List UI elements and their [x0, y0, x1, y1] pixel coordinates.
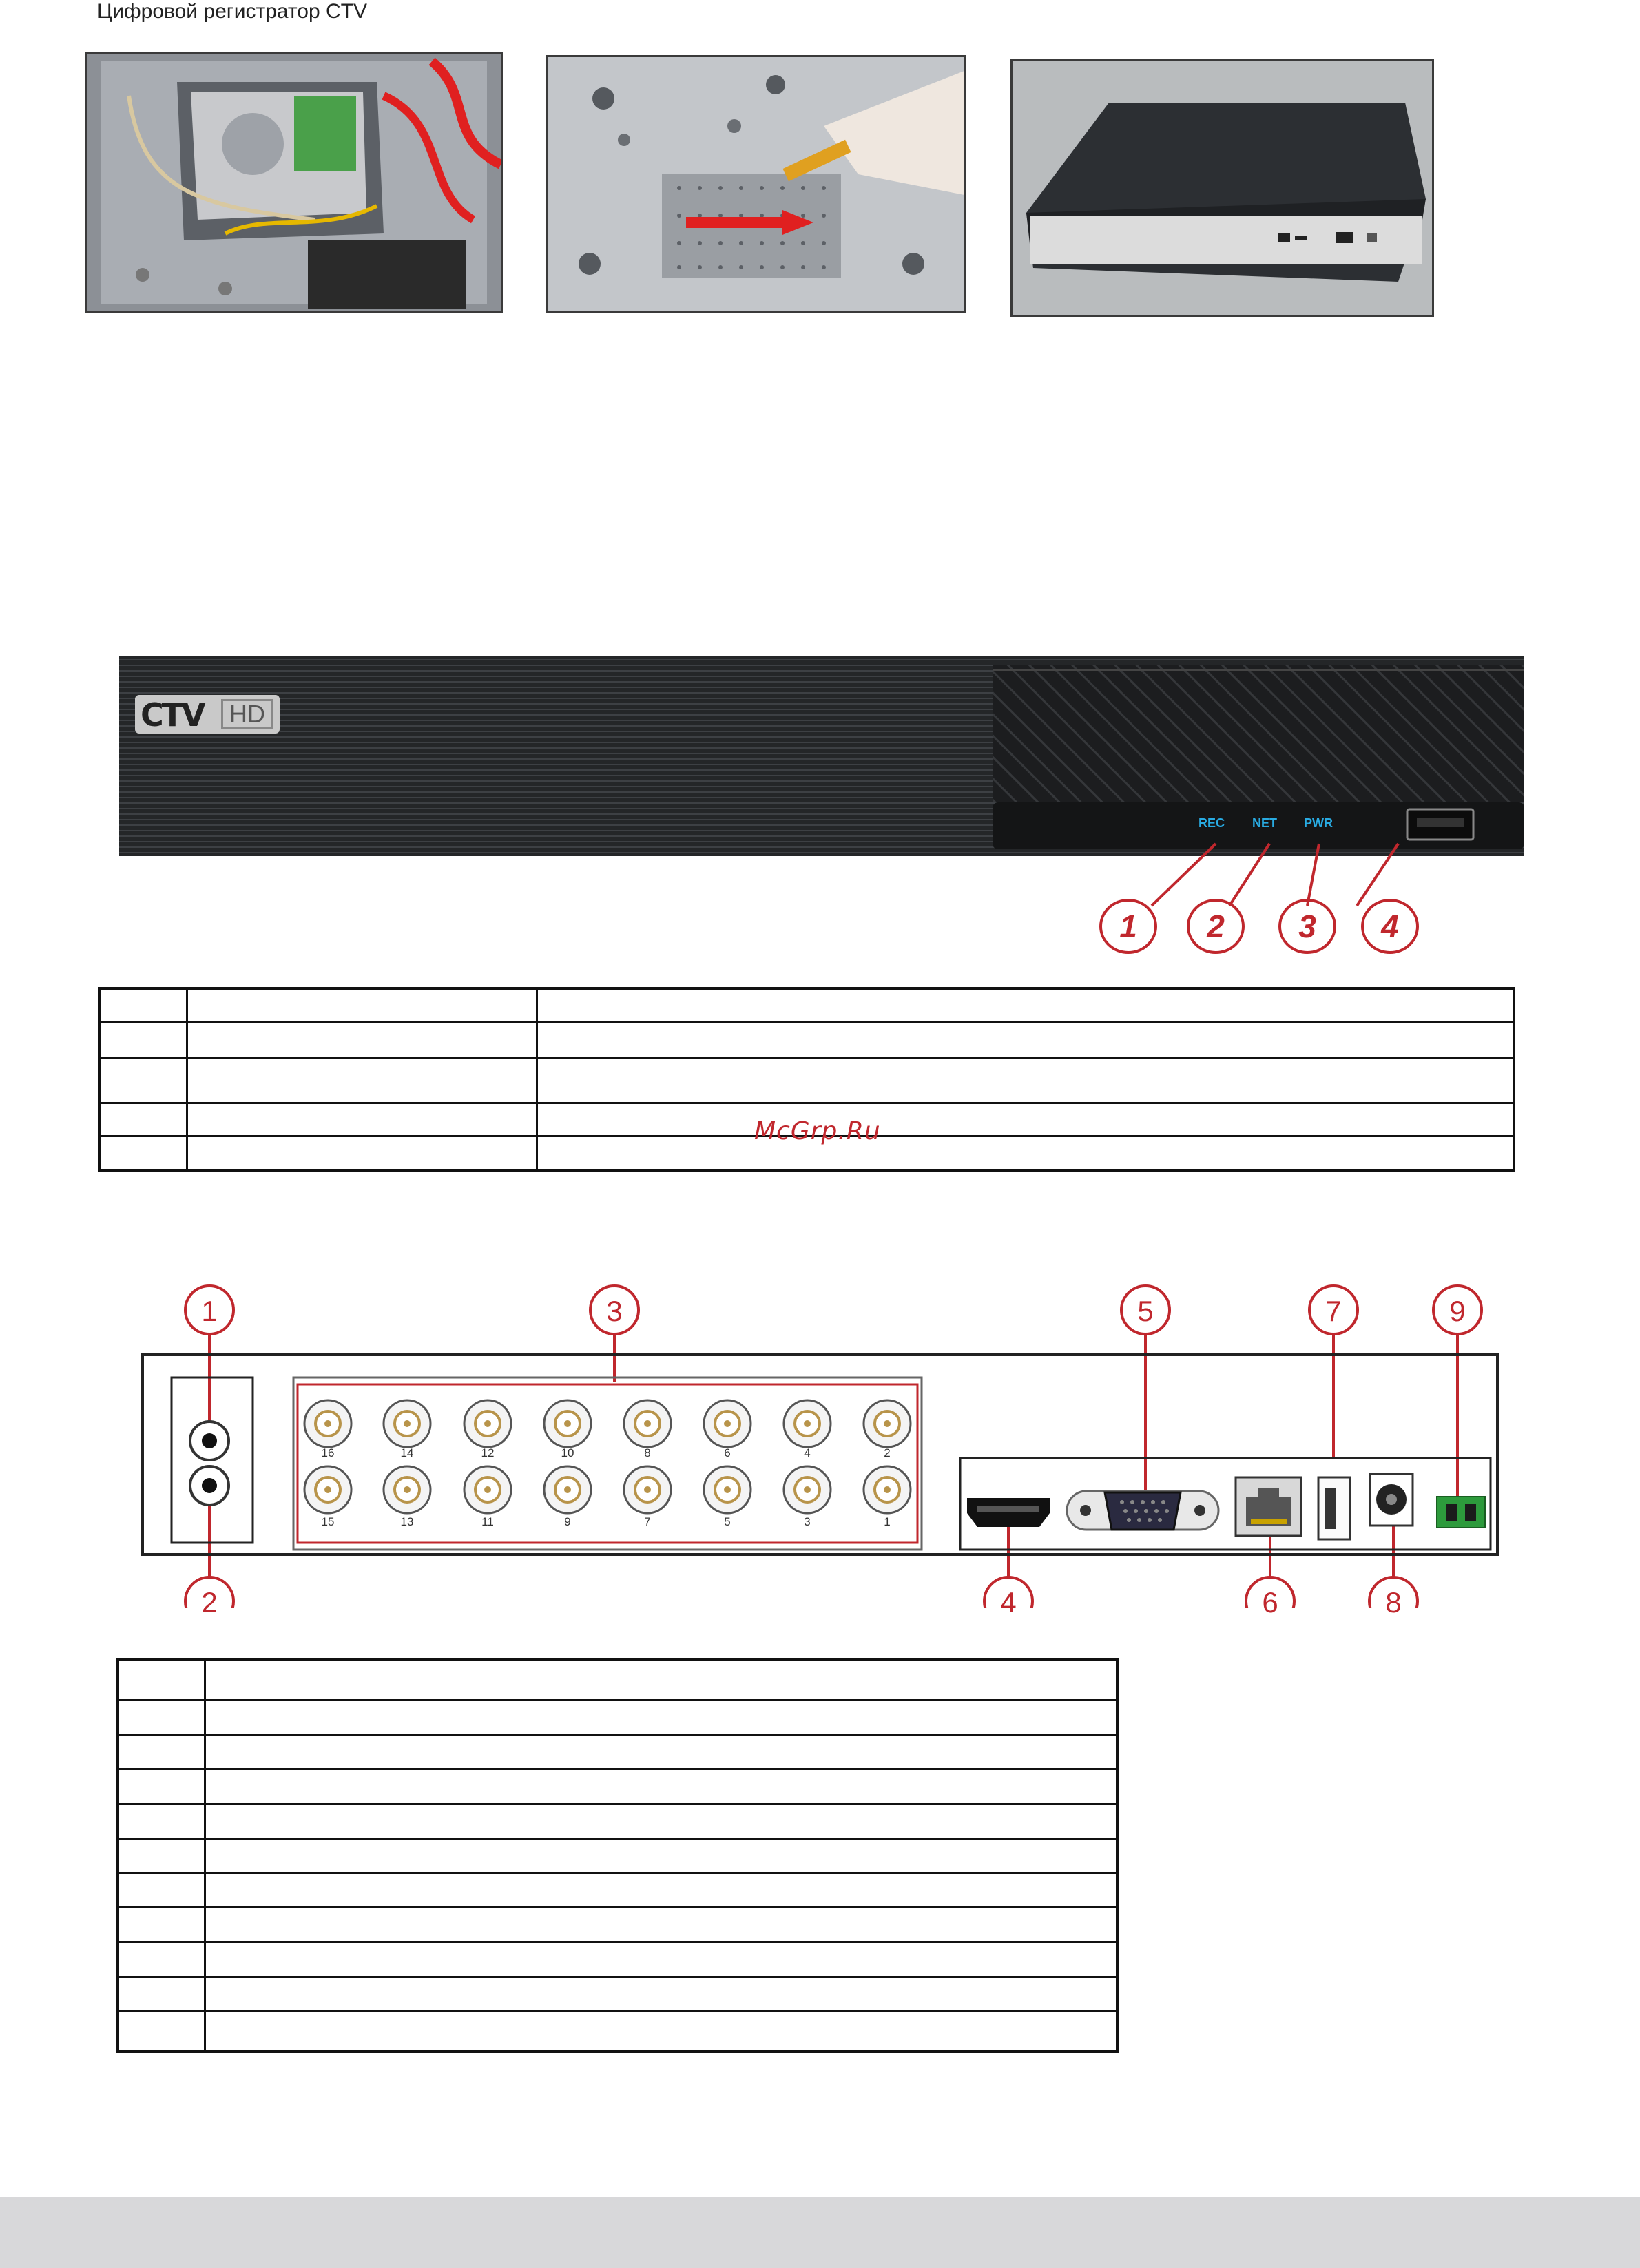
table-row [100, 988, 1514, 1021]
lan-port[interactable] [1236, 1477, 1301, 1536]
power-jack[interactable] [1370, 1474, 1413, 1526]
rear-callout-7: 7 [1325, 1295, 1342, 1327]
rear-callout-1: 1 [201, 1295, 218, 1327]
bnc-label: 2 [884, 1446, 891, 1459]
table-row [118, 2011, 1117, 2052]
bnc-label: 6 [724, 1446, 731, 1459]
front-callout-leaders [1075, 833, 1460, 971]
audio-jacks[interactable] [190, 1422, 229, 1505]
bnc-label: 10 [561, 1446, 574, 1459]
table-row [118, 1700, 1117, 1735]
rear-callout-2: 2 [201, 1586, 218, 1619]
vga-port[interactable] [1067, 1491, 1218, 1530]
table-row [118, 1838, 1117, 1873]
front-callout-2: 2 [1207, 908, 1225, 944]
bnc-label: 16 [321, 1446, 335, 1459]
table-row [118, 1735, 1117, 1769]
bnc-label: 9 [564, 1515, 571, 1528]
rear-callout-4: 4 [1000, 1586, 1017, 1619]
table-row [118, 1769, 1117, 1804]
hdmi-port[interactable] [967, 1498, 1050, 1527]
page-header: Цифровой регистратор CTV [97, 0, 368, 23]
bnc-label: 7 [644, 1515, 651, 1528]
bnc-label: 12 [481, 1446, 495, 1459]
rs485-terminal[interactable] [1437, 1497, 1485, 1528]
rear-callout-8: 8 [1385, 1586, 1402, 1619]
rear-callout-6: 6 [1262, 1586, 1278, 1619]
rear-callout-9: 9 [1449, 1295, 1466, 1327]
bnc-label: 4 [804, 1446, 811, 1459]
table-row [118, 1873, 1117, 1908]
table-row [118, 1977, 1117, 2011]
table-row [100, 1057, 1514, 1103]
logo-text: CTV [141, 696, 204, 734]
rear-panel [141, 1278, 1518, 1608]
table-row [100, 1021, 1514, 1057]
rear-panel-table [116, 1658, 1119, 2053]
rear-callout-3: 3 [606, 1295, 623, 1327]
hdd-installed-photo [85, 52, 503, 313]
bnc-label: 11 [481, 1515, 494, 1528]
table-row [118, 1660, 1117, 1700]
front-callout-1: 1 [1119, 908, 1137, 944]
bnc-label: 13 [400, 1515, 414, 1528]
bnc-label: 5 [724, 1515, 731, 1528]
bnc-label: 14 [400, 1446, 414, 1459]
front-callout-3: 3 [1298, 908, 1316, 944]
table-row [118, 1908, 1117, 1942]
indicator-pwr: PWR [1304, 816, 1333, 830]
indicator-rec: REC [1198, 816, 1225, 830]
screw-fastening-photo [546, 55, 966, 313]
closed-case-photo [1010, 59, 1434, 317]
front-callout-4: 4 [1381, 908, 1399, 944]
bnc-label: 3 [804, 1515, 811, 1528]
table-row [118, 1804, 1117, 1838]
table-row [118, 1942, 1117, 1977]
footer-band [0, 2197, 1640, 2268]
logo-suffix: HD [221, 699, 273, 729]
bnc-label: 8 [644, 1446, 651, 1459]
usb-port-rear[interactable] [1318, 1477, 1350, 1539]
bnc-label: 15 [321, 1515, 335, 1528]
rear-callout-5: 5 [1137, 1295, 1154, 1327]
watermark: McGrp.Ru [754, 1117, 881, 1145]
indicator-net: NET [1252, 816, 1277, 830]
brand-logo [135, 695, 280, 734]
bnc-label: 1 [884, 1515, 891, 1528]
